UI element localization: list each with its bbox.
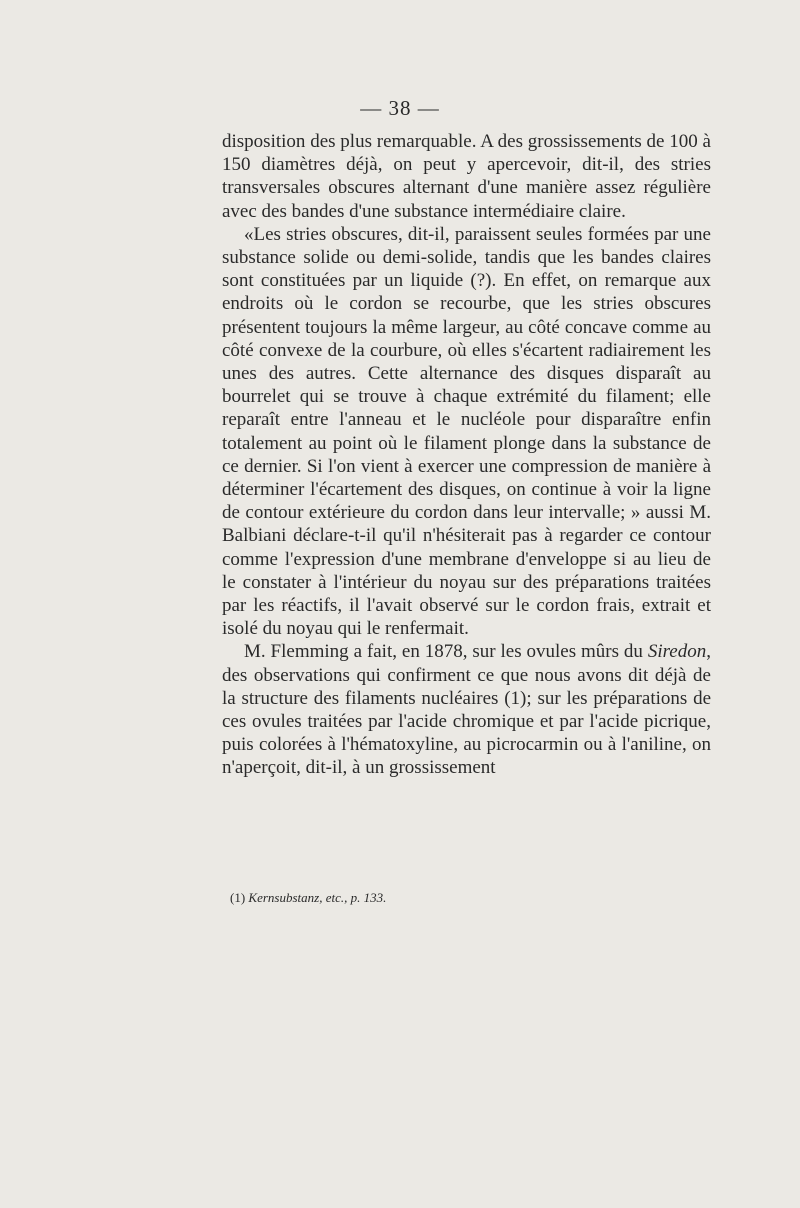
paragraph-3-start: M. Flemming a fait, en 1878, sur les ovules mûrs du xyxy=(244,641,648,663)
body-text xyxy=(222,130,711,780)
footnote-text: Kernsubstanz, etc., p. 133. xyxy=(248,890,387,905)
paragraph-3 xyxy=(222,640,711,779)
italic-genus-name: Siredon xyxy=(647,641,707,663)
page-number: — 38 — xyxy=(360,96,440,120)
paragraph-2: «Les stries obscures, dit-il, paraissent seules formées par une substance solide ou demi-solide, tandis que les bandes claires sont constituées par un liquide (?). En effet, on remarque aux endroits où le cordon se recourbe, que les stries obscures présentent toujours la même largeur, au côté concave comme au côté convexe de la courbure, où elles s'écartent radiairement les unes des autres. Cette alternance des disques disparaît au bourrelet qui se trouve à chaque extrémité du filament; elle reparaît entre l'anneau et le nucléole pour disparaître enfin totalement au point où le filament plonge dans la substance de ce dernier. Si l'on vient à exercer une compression de manière à déterminer l'écartement des disques, on continue à voir la ligne de contour extérieure du cordon dans leur intervalle; » aussi M. Balbiani déclare-t-il qu'il n'hésiterait pas à regarder ce contour comme l'expression d'une membrane d'enveloppe si au lieu de le constater à l'intérieur du noyau sur des préparations traitées par les réactifs, il l'avait observé sur le cordon frais, extrait et isolé du noyau qui le renfermait. xyxy=(222,223,711,640)
footnote-marker: (1) xyxy=(230,890,249,905)
paragraph-3-end: , des observations qui confirment ce que nous avons dit déjà de la structure des filaments nucléaires (1); sur les préparations de ces ovules traitées par l'acide chromique et par l'acide picrique, puis colorées à l'hématoxyline, au picrocarmin ou à l'aniline, on n'aperçoit, dit-il, à un grossissement xyxy=(222,641,711,779)
footnote xyxy=(230,890,710,906)
paragraph-1: disposition des plus remarquable. A des grossissements de 100 à 150 diamètres déjà, on peut y apercevoir, dit-il, des stries transversales obscures alternant d'une manière assez régulière avec des bandes d'une substance intermédiaire claire. xyxy=(222,131,711,222)
